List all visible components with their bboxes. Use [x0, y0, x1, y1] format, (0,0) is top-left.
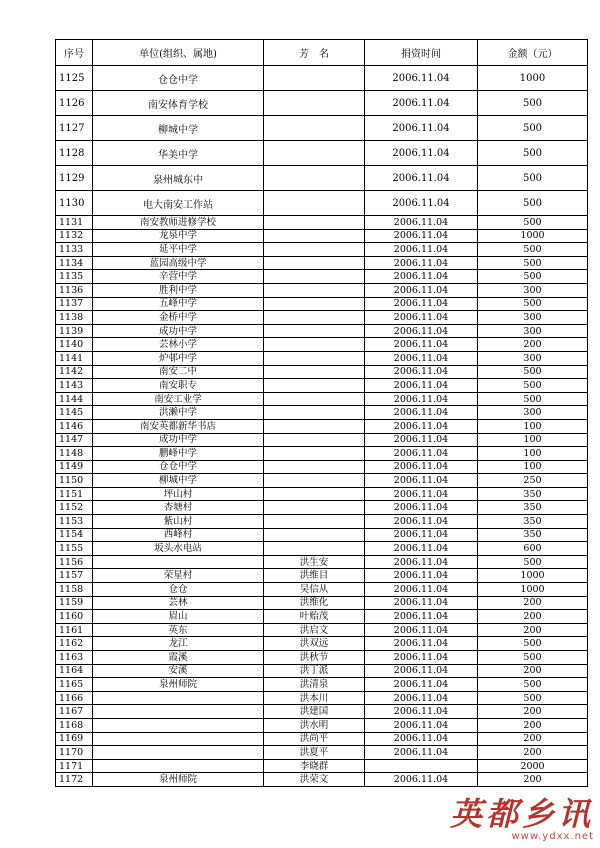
cell-no: 1126	[56, 91, 93, 116]
cell-no: 1161	[56, 623, 93, 637]
cell-time: 2006.11.04	[365, 474, 478, 488]
table-row	[56, 583, 588, 597]
cell-amount: 300	[478, 283, 588, 297]
cell-unit: 安溪	[93, 664, 264, 678]
cell-time: 2006.11.04	[365, 637, 478, 651]
cell-unit: 鹏峰中学	[93, 447, 264, 461]
cell-amount: 500	[478, 651, 588, 665]
cell-name	[264, 501, 365, 515]
table-row	[56, 528, 588, 542]
table-row	[56, 311, 588, 325]
cell-amount: 350	[478, 501, 588, 515]
table-row	[56, 406, 588, 420]
cell-unit: 南安二中	[93, 365, 264, 379]
cell-time: 2006.11.04	[365, 351, 478, 365]
cell-no: 1127	[56, 116, 93, 141]
cell-no: 1136	[56, 283, 93, 297]
cell-name: 洪建国	[264, 705, 365, 719]
table-row	[56, 66, 588, 91]
cell-name	[264, 406, 365, 420]
cell-no: 1153	[56, 515, 93, 529]
cell-amount: 200	[478, 718, 588, 732]
cell-time	[365, 759, 478, 773]
cell-amount: 500	[478, 116, 588, 141]
table-row	[56, 91, 588, 116]
cell-name	[264, 447, 365, 461]
cell-time: 2006.11.04	[365, 283, 478, 297]
cell-name	[264, 297, 365, 311]
cell-unit: 华美中学	[93, 141, 264, 166]
cell-no: 1141	[56, 351, 93, 365]
cell-time: 2006.11.04	[365, 596, 478, 610]
cell-no: 1159	[56, 596, 93, 610]
cell-unit: 眉山	[93, 610, 264, 624]
cell-name	[264, 166, 365, 191]
header-unit: 单位(组织、属地)	[93, 40, 264, 66]
cell-unit: 仓仓中学	[93, 66, 264, 91]
cell-name: 洪生安	[264, 555, 365, 569]
cell-no: 1170	[56, 746, 93, 760]
cell-time: 2006.11.04	[365, 229, 478, 243]
cell-unit: 仓仓	[93, 583, 264, 597]
cell-amount: 200	[478, 596, 588, 610]
cell-no: 1133	[56, 243, 93, 257]
cell-time: 2006.11.04	[365, 256, 478, 270]
table-row	[56, 116, 588, 141]
cell-unit: 胜利中学	[93, 283, 264, 297]
cell-no: 1125	[56, 66, 93, 91]
table-row	[56, 501, 588, 515]
cell-unit: 南安教师进修学校	[93, 216, 264, 230]
table-row	[56, 651, 588, 665]
cell-amount: 200	[478, 610, 588, 624]
cell-no: 1150	[56, 474, 93, 488]
cell-amount: 500	[478, 256, 588, 270]
cell-no: 1158	[56, 583, 93, 597]
cell-name: 洪维目	[264, 569, 365, 583]
cell-unit	[93, 705, 264, 719]
cell-no: 1157	[56, 569, 93, 583]
cell-no: 1143	[56, 379, 93, 393]
cell-name	[264, 91, 365, 116]
cell-amount: 300	[478, 324, 588, 338]
table-row	[56, 637, 588, 651]
cell-name	[264, 419, 365, 433]
cell-name: 洪双远	[264, 637, 365, 651]
cell-no: 1146	[56, 419, 93, 433]
cell-time: 2006.11.04	[365, 392, 478, 406]
table-row	[56, 691, 588, 705]
cell-no: 1164	[56, 664, 93, 678]
cell-unit: 龙江	[93, 637, 264, 651]
table-row	[56, 392, 588, 406]
cell-unit: 炉邨中学	[93, 351, 264, 365]
cell-amount: 500	[478, 243, 588, 257]
table-row	[56, 351, 588, 365]
cell-unit: 洪濑中学	[93, 406, 264, 420]
cell-unit: 金桥中学	[93, 311, 264, 325]
cell-amount: 1000	[478, 229, 588, 243]
table-row	[56, 338, 588, 352]
cell-time: 2006.11.04	[365, 583, 478, 597]
cell-name: 洪维化	[264, 596, 365, 610]
cell-name	[264, 216, 365, 230]
cell-amount: 500	[478, 392, 588, 406]
cell-amount: 1000	[478, 583, 588, 597]
table-row	[56, 216, 588, 230]
cell-unit: 西峰村	[93, 528, 264, 542]
cell-amount: 100	[478, 460, 588, 474]
cell-time: 2006.11.04	[365, 487, 478, 501]
header-no: 序号	[56, 40, 93, 66]
cell-name	[264, 283, 365, 297]
cell-no: 1139	[56, 324, 93, 338]
cell-no: 1129	[56, 166, 93, 191]
cell-no: 1171	[56, 759, 93, 773]
cell-unit: 蓝园高级中学	[93, 256, 264, 270]
table-row	[56, 718, 588, 732]
cell-unit: 坪山村	[93, 487, 264, 501]
cell-no: 1163	[56, 651, 93, 665]
cell-no: 1151	[56, 487, 93, 501]
cell-name: 洪丁派	[264, 664, 365, 678]
cell-name	[264, 433, 365, 447]
cell-amount: 350	[478, 487, 588, 501]
cell-amount: 200	[478, 705, 588, 719]
cell-unit: 英东	[93, 623, 264, 637]
table-row	[56, 229, 588, 243]
cell-amount: 500	[478, 691, 588, 705]
cell-no: 1166	[56, 691, 93, 705]
cell-unit: 霞溪	[93, 651, 264, 665]
cell-amount: 100	[478, 433, 588, 447]
cell-time: 2006.11.04	[365, 270, 478, 284]
cell-name	[264, 141, 365, 166]
cell-no: 1172	[56, 773, 93, 787]
cell-no: 1168	[56, 718, 93, 732]
cell-unit: 南安职专	[93, 379, 264, 393]
table-row	[56, 759, 588, 773]
table-row	[56, 270, 588, 284]
cell-no: 1140	[56, 338, 93, 352]
cell-unit: 泉州师院	[93, 773, 264, 787]
cell-time: 2006.11.04	[365, 379, 478, 393]
cell-name	[264, 66, 365, 91]
header-time: 捐资时间	[365, 40, 478, 66]
cell-amount: 350	[478, 528, 588, 542]
cell-time: 2006.11.04	[365, 773, 478, 787]
cell-unit: 杏塘村	[93, 501, 264, 515]
cell-name: 洪本川	[264, 691, 365, 705]
cell-time: 2006.11.04	[365, 555, 478, 569]
cell-name: 吴信从	[264, 583, 365, 597]
cell-time: 2006.11.04	[365, 528, 478, 542]
table-row	[56, 191, 588, 216]
cell-no: 1149	[56, 460, 93, 474]
cell-name	[264, 324, 365, 338]
cell-no: 1144	[56, 392, 93, 406]
cell-unit	[93, 691, 264, 705]
cell-no: 1152	[56, 501, 93, 515]
cell-time: 2006.11.04	[365, 166, 478, 191]
cell-no: 1131	[56, 216, 93, 230]
cell-amount: 500	[478, 166, 588, 191]
cell-time: 2006.11.04	[365, 243, 478, 257]
table-row	[56, 555, 588, 569]
cell-time: 2006.11.04	[365, 338, 478, 352]
cell-time: 2006.11.04	[365, 433, 478, 447]
cell-name	[264, 243, 365, 257]
watermark-title: 英都乡讯	[449, 795, 594, 833]
cell-no: 1160	[56, 610, 93, 624]
cell-time: 2006.11.04	[365, 91, 478, 116]
table-row	[56, 515, 588, 529]
table-row	[56, 433, 588, 447]
table-row	[56, 569, 588, 583]
cell-unit: 柳城中学	[93, 474, 264, 488]
cell-amount: 100	[478, 419, 588, 433]
cell-unit: 南安工业学	[93, 392, 264, 406]
cell-unit: 五峰中学	[93, 297, 264, 311]
cell-amount: 500	[478, 555, 588, 569]
cell-unit: 龙泉中学	[93, 229, 264, 243]
cell-no: 1155	[56, 542, 93, 556]
cell-amount: 200	[478, 664, 588, 678]
cell-time: 2006.11.04	[365, 732, 478, 746]
cell-time: 2006.11.04	[365, 746, 478, 760]
table-row	[56, 664, 588, 678]
table-row	[56, 141, 588, 166]
cell-name	[264, 474, 365, 488]
cell-amount: 200	[478, 746, 588, 760]
cell-time: 2006.11.04	[365, 664, 478, 678]
cell-unit: 成功中学	[93, 324, 264, 338]
cell-time: 2006.11.04	[365, 191, 478, 216]
cell-name	[264, 311, 365, 325]
table-row	[56, 256, 588, 270]
cell-name: 洪荣文	[264, 773, 365, 787]
table-row	[56, 474, 588, 488]
cell-no: 1145	[56, 406, 93, 420]
cell-no: 1132	[56, 229, 93, 243]
cell-amount: 500	[478, 678, 588, 692]
table-row	[56, 678, 588, 692]
cell-time: 2006.11.04	[365, 623, 478, 637]
cell-name	[264, 487, 365, 501]
table-row	[56, 596, 588, 610]
table-row	[56, 365, 588, 379]
cell-name	[264, 270, 365, 284]
cell-name: 洪清泉	[264, 678, 365, 692]
cell-name: 洪秋节	[264, 651, 365, 665]
table-body	[56, 66, 588, 787]
table-row	[56, 379, 588, 393]
cell-amount: 500	[478, 637, 588, 651]
cell-amount: 600	[478, 542, 588, 556]
cell-time: 2006.11.04	[365, 705, 478, 719]
cell-no: 1169	[56, 732, 93, 746]
table-row	[56, 542, 588, 556]
table-row	[56, 447, 588, 461]
watermark-url: www.ydxx.net	[511, 831, 594, 842]
table-row	[56, 487, 588, 501]
cell-amount: 1000	[478, 569, 588, 583]
cell-amount: 350	[478, 515, 588, 529]
cell-time: 2006.11.04	[365, 311, 478, 325]
cell-name	[264, 365, 365, 379]
cell-amount: 250	[478, 474, 588, 488]
cell-name: 李晓群	[264, 759, 365, 773]
cell-name	[264, 116, 365, 141]
cell-time: 2006.11.04	[365, 116, 478, 141]
header-row	[56, 40, 588, 66]
cell-name	[264, 256, 365, 270]
table-row	[56, 166, 588, 191]
cell-amount: 500	[478, 216, 588, 230]
cell-name: 洪水明	[264, 718, 365, 732]
cell-name	[264, 542, 365, 556]
table-row	[56, 324, 588, 338]
cell-no: 1137	[56, 297, 93, 311]
table-row	[56, 243, 588, 257]
cell-amount: 200	[478, 623, 588, 637]
cell-no: 1148	[56, 447, 93, 461]
cell-unit: 辛营中学	[93, 270, 264, 284]
cell-no: 1167	[56, 705, 93, 719]
cell-unit: 荣星村	[93, 569, 264, 583]
cell-amount: 500	[478, 379, 588, 393]
cell-name: 洪夏平	[264, 746, 365, 760]
cell-name	[264, 528, 365, 542]
table-row	[56, 610, 588, 624]
watermark	[444, 797, 594, 842]
cell-unit: 紫山村	[93, 515, 264, 529]
cell-no: 1128	[56, 141, 93, 166]
cell-unit: 柳城中学	[93, 116, 264, 141]
cell-no: 1165	[56, 678, 93, 692]
table-row	[56, 746, 588, 760]
cell-no: 1142	[56, 365, 93, 379]
cell-unit: 电大南安工作站	[93, 191, 264, 216]
cell-name	[264, 351, 365, 365]
cell-unit: 南安体育学校	[93, 91, 264, 116]
cell-name: 洪启文	[264, 623, 365, 637]
cell-name	[264, 229, 365, 243]
table-row	[56, 419, 588, 433]
cell-time: 2006.11.04	[365, 569, 478, 583]
cell-amount: 2000	[478, 759, 588, 773]
cell-name: 洪尚平	[264, 732, 365, 746]
cell-amount: 500	[478, 297, 588, 311]
cell-time: 2006.11.04	[365, 365, 478, 379]
cell-amount: 500	[478, 270, 588, 284]
cell-amount: 500	[478, 91, 588, 116]
cell-no: 1138	[56, 311, 93, 325]
cell-time: 2006.11.04	[365, 141, 478, 166]
cell-time: 2006.11.04	[365, 419, 478, 433]
table-row	[56, 732, 588, 746]
cell-name	[264, 379, 365, 393]
cell-time: 2006.11.04	[365, 447, 478, 461]
cell-amount: 200	[478, 338, 588, 352]
cell-no: 1154	[56, 528, 93, 542]
cell-unit: 芸林小学	[93, 338, 264, 352]
cell-no: 1162	[56, 637, 93, 651]
cell-time: 2006.11.04	[365, 324, 478, 338]
table-row	[56, 773, 588, 787]
cell-unit	[93, 759, 264, 773]
cell-time: 2006.11.04	[365, 651, 478, 665]
cell-name	[264, 392, 365, 406]
cell-time: 2006.11.04	[365, 610, 478, 624]
cell-amount: 100	[478, 447, 588, 461]
cell-unit	[93, 555, 264, 569]
cell-name	[264, 460, 365, 474]
cell-amount: 500	[478, 365, 588, 379]
header-name: 芳 名	[264, 40, 365, 66]
cell-no: 1147	[56, 433, 93, 447]
cell-unit: 仓仓中学	[93, 460, 264, 474]
cell-time: 2006.11.04	[365, 297, 478, 311]
cell-no: 1156	[56, 555, 93, 569]
cell-name	[264, 338, 365, 352]
table-row	[56, 623, 588, 637]
table-row	[56, 460, 588, 474]
table-row	[56, 297, 588, 311]
cell-time: 2006.11.04	[365, 515, 478, 529]
cell-time: 2006.11.04	[365, 691, 478, 705]
cell-name	[264, 515, 365, 529]
cell-time: 2006.11.04	[365, 216, 478, 230]
cell-amount: 500	[478, 191, 588, 216]
cell-no: 1135	[56, 270, 93, 284]
cell-no: 1130	[56, 191, 93, 216]
table-row	[56, 705, 588, 719]
cell-time: 2006.11.04	[365, 542, 478, 556]
cell-time: 2006.11.04	[365, 501, 478, 515]
cell-unit	[93, 718, 264, 732]
cell-no: 1134	[56, 256, 93, 270]
cell-time: 2006.11.04	[365, 718, 478, 732]
header-amount: 金额（元）	[478, 40, 588, 66]
cell-name	[264, 191, 365, 216]
cell-unit	[93, 746, 264, 760]
cell-unit: 芸林	[93, 596, 264, 610]
cell-time: 2006.11.04	[365, 678, 478, 692]
cell-unit: 成功中学	[93, 433, 264, 447]
cell-unit: 南安英都新华书店	[93, 419, 264, 433]
cell-amount: 1000	[478, 66, 588, 91]
cell-name: 叶贻茂	[264, 610, 365, 624]
cell-time: 2006.11.04	[365, 66, 478, 91]
table-row	[56, 283, 588, 297]
cell-unit	[93, 732, 264, 746]
cell-amount: 300	[478, 311, 588, 325]
cell-time: 2006.11.04	[365, 406, 478, 420]
cell-amount: 500	[478, 141, 588, 166]
cell-amount: 300	[478, 351, 588, 365]
donation-table	[55, 39, 588, 787]
cell-unit: 坂头水电站	[93, 542, 264, 556]
cell-unit: 泉州城东中	[93, 166, 264, 191]
cell-amount: 200	[478, 732, 588, 746]
cell-amount: 300	[478, 406, 588, 420]
cell-amount: 200	[478, 773, 588, 787]
cell-time: 2006.11.04	[365, 460, 478, 474]
cell-unit: 延平中学	[93, 243, 264, 257]
cell-unit: 泉州师院	[93, 678, 264, 692]
